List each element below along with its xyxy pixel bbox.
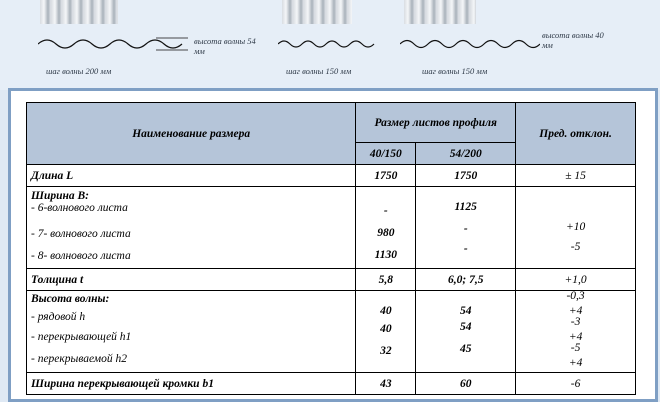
row-width-8-tol: -5 — [570, 241, 581, 253]
wave-profile-icon — [400, 34, 540, 54]
row-width-8: - 8- волнового листа — [31, 250, 131, 262]
row-edge-tol: -6 — [516, 373, 636, 395]
row-width-title: Ширина В: — [31, 190, 89, 202]
row-width-6-b: 1125 — [454, 201, 477, 213]
row-width-8-a: 1130 — [374, 249, 398, 261]
row-width-labels — [27, 187, 356, 269]
wave-tol-5: -5 — [570, 342, 581, 354]
row-wave-h-a: 40 — [380, 305, 392, 317]
wave-tol-2: +4 — [568, 305, 583, 317]
header-size-group: Размер листов профиля — [356, 103, 516, 143]
wave-tol-3: -3 — [570, 316, 581, 328]
row-thickness-tol: +1,0 — [516, 269, 636, 291]
wave-profile-icon — [278, 36, 378, 52]
row-width-7-a: 980 — [377, 227, 395, 239]
row-length-a: 1750 — [356, 165, 416, 187]
row-wave-h-b: 54 — [459, 305, 472, 317]
row-wave-height-a — [356, 291, 416, 373]
row-wave-height-h1: - перекрывающей h1 — [31, 331, 132, 343]
header-col-40-150: 40/150 — [356, 143, 416, 165]
row-length-label: Длина L — [27, 165, 356, 187]
row-width-6: - 6-волнового листа — [31, 202, 128, 214]
wave-step-label: шаг волны 150 мм — [286, 66, 352, 76]
header-name: Наименование размера — [27, 103, 356, 165]
row-wave-height-title: Высота волны: — [31, 293, 110, 305]
row-thickness-b: 6,0; 7,5 — [416, 269, 516, 291]
header-col-54-200: 54/200 — [416, 143, 516, 165]
profile-diagram-54-200 — [30, 0, 260, 78]
sheet-sample-image — [40, 0, 118, 24]
row-edge-b: 60 — [416, 373, 516, 395]
profile-diagram-40-150-a — [270, 0, 390, 78]
row-wave-h2-b: 45 — [459, 343, 472, 355]
row-width-7-b: - — [463, 223, 468, 235]
row-width-7: - 7- волнового листа — [31, 228, 131, 240]
row-edge-a: 43 — [356, 373, 416, 395]
row-wave-h1-a: 40 — [380, 323, 392, 335]
row-thickness-label: Толщина t — [27, 269, 356, 291]
row-width-7-tol: +10 — [565, 221, 586, 233]
header-tolerance: Пред. отклон. — [516, 103, 636, 165]
wave-profile-icon — [38, 34, 188, 54]
wave-step-label: шаг волны 200 мм — [46, 66, 112, 76]
row-wave-h2-a: 32 — [380, 345, 392, 357]
wave-height-label: высота волны 54 мм — [194, 36, 256, 56]
row-wave-height-b — [416, 291, 516, 373]
wave-tol-4: +4 — [568, 331, 583, 343]
row-width-b — [416, 187, 516, 269]
row-length-b: 1750 — [416, 165, 516, 187]
row-edge-label: Ширина перекрывающей кромки b1 — [27, 373, 356, 395]
wave-tol-6: +4 — [568, 357, 583, 369]
wave-height-label: высота волны 40 мм — [542, 30, 604, 50]
row-width-tol — [516, 187, 636, 269]
sheet-sample-image — [404, 0, 476, 24]
profile-diagram-40-150-b — [396, 0, 616, 78]
sheet-sample-image — [282, 0, 352, 24]
row-wave-height-h: - рядовой h — [31, 311, 86, 323]
row-width-6-a: - — [383, 205, 388, 217]
row-wave-height-h2: - перекрываемой h2 — [31, 353, 128, 365]
profile-dimensions-table — [26, 102, 636, 395]
row-width-a — [356, 187, 416, 269]
row-width-8-b: - — [463, 243, 468, 255]
wave-step-label: шаг волны 150 мм — [422, 66, 488, 76]
row-wave-height-tol — [516, 291, 636, 373]
row-thickness-a: 5,8 — [356, 269, 416, 291]
row-wave-height-labels — [27, 291, 356, 373]
wave-tol-1: -0,3 — [566, 290, 585, 302]
row-length-tol: ± 15 — [516, 165, 636, 187]
row-wave-h1-b: 54 — [459, 321, 472, 333]
